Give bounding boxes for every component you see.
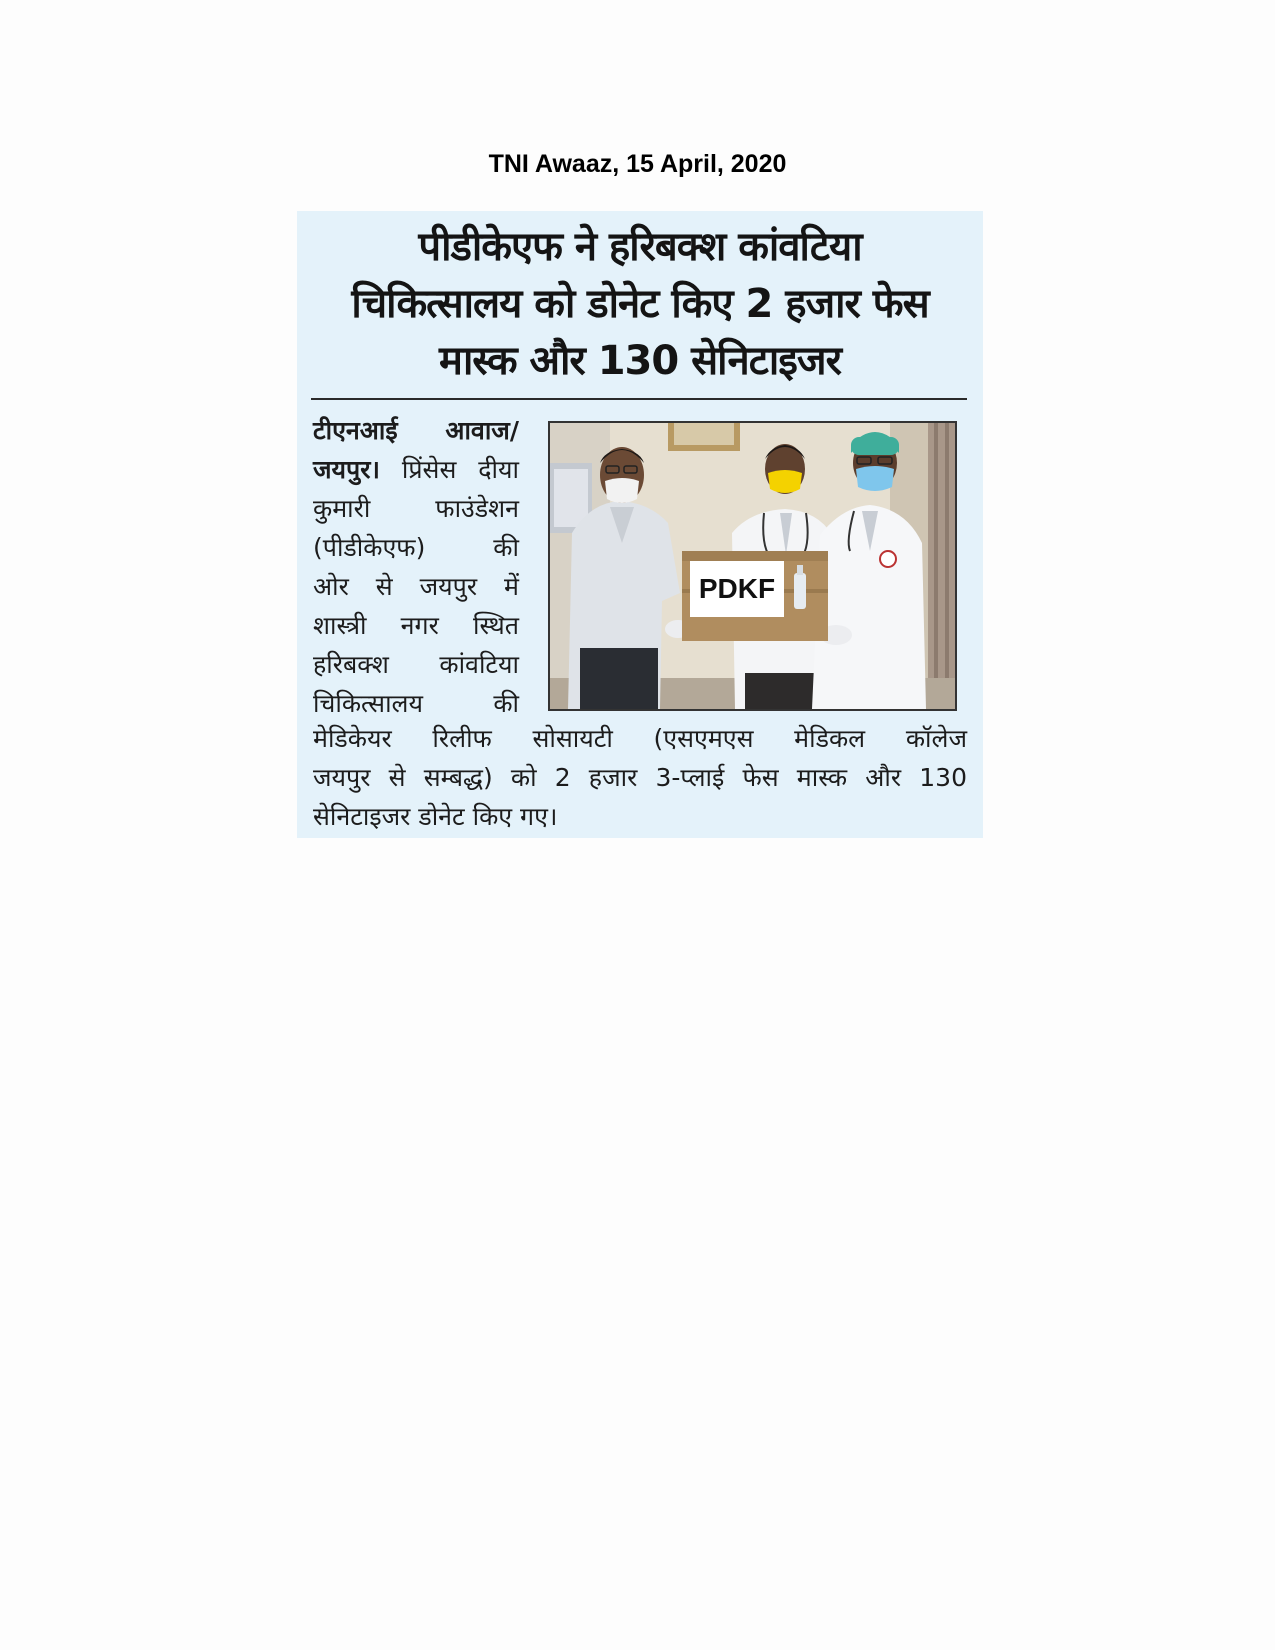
headline-line-2: चिकित्सालय को डोनेट किए 2 हजार फेस: [351, 281, 929, 327]
body-line: मेडिकेयर रिलीफ सोसायटी (एसएमएस मेडिकल कॉलेज: [313, 724, 967, 753]
body-line: कुमारी फाउंडेशन: [313, 494, 519, 523]
body-line: हरिबक्श कांवटिया: [313, 650, 519, 679]
headline-divider: [311, 398, 967, 400]
body-line: जयपुर से सम्बद्ध) को 2 हजार 3-प्लाई फेस मास्क और 130: [313, 763, 967, 792]
dateline: जयपुर।: [313, 455, 380, 484]
byline: टीएनआई आवाज/: [313, 416, 519, 445]
article-photo: [548, 421, 957, 711]
headline-line-1: पीडीकेएफ ने हरिबक्श कांवटिया: [418, 224, 862, 270]
article-headline: [307, 219, 973, 390]
article-body-continuation: [313, 719, 967, 836]
byline-line: [313, 411, 519, 450]
body-line-first: प्रिंसेस दीया: [401, 455, 519, 484]
body-line: ओर से जयपुर में: [313, 572, 519, 601]
body-line: सेनिटाइजर डोनेट किए गए।: [313, 802, 558, 831]
dateline-line: [313, 450, 519, 489]
newspaper-clipping: [297, 211, 983, 838]
box-label: PDKF: [698, 573, 776, 604]
body-line: शास्त्री नगर स्थित: [313, 611, 519, 640]
document-header: TNI Awaaz, 15 April, 2020: [488, 150, 787, 178]
body-line: (पीडीकेएफ) की: [313, 533, 519, 562]
donation-photo-illustration: [550, 423, 955, 709]
headline-line-3: मास्क और 130 सेनिटाइजर: [439, 338, 841, 384]
body-line: चिकित्सालय की: [313, 689, 519, 718]
article-body-column: [313, 411, 519, 723]
